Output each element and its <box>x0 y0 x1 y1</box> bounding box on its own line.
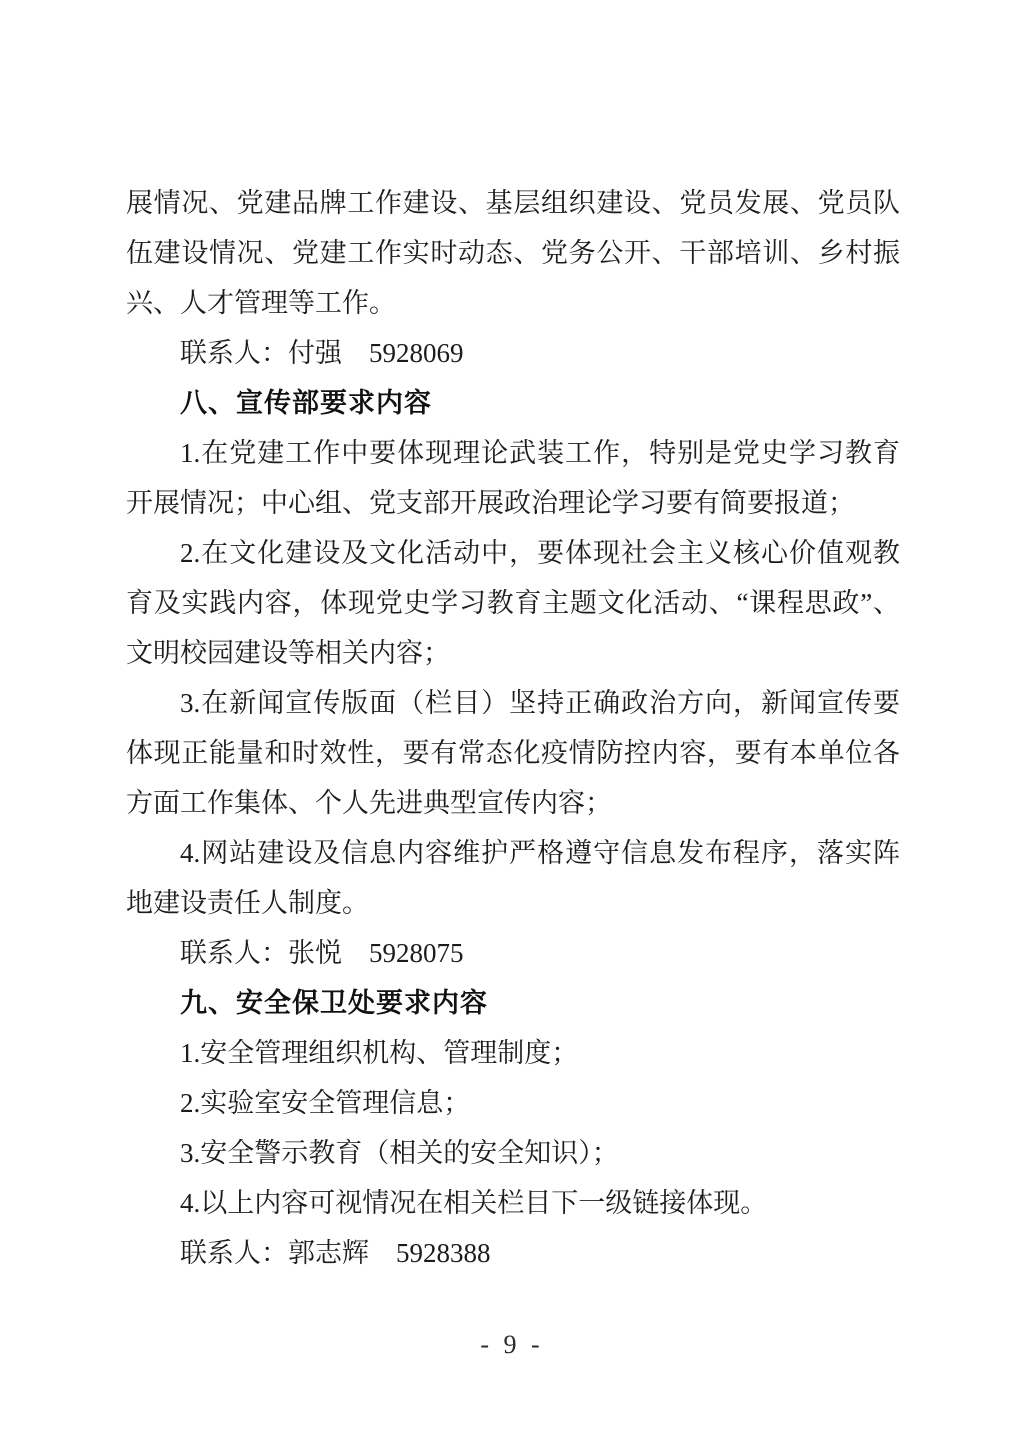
contact-line-xuanchuan-intro: 联系人：付强 5928069 <box>180 338 464 368</box>
page-number: - 9 - <box>480 1330 544 1359</box>
list-item-8-1: 1.在党建工作中要体现理论武装工作，特别是党史学习教育开展情况；中心组、党支部开展政治理论学习要有简要报道； <box>126 438 900 518</box>
section-heading-8: 八、宣传部要求内容 <box>180 388 432 418</box>
list-item-9-3: 3.安全警示教育（相关的安全知识）； <box>180 1138 619 1168</box>
list-item-9-4: 4.以上内容可视情况在相关栏目下一级链接体现。 <box>180 1188 768 1218</box>
list-item-9-2: 2.实验室安全管理信息； <box>180 1088 471 1118</box>
list-item-8-4: 4.网站建设及信息内容维护严格遵守信息发布程序，落实阵地建设责任人制度。 <box>126 838 900 918</box>
document-text-block <box>126 178 900 1278</box>
list-item-8-2: 2.在文化建设及文化活动中，要体现社会主义核心价值观教育及实践内容，体现党史学习教育主题文化活动、“课程思政”、文明校园建设等相关内容； <box>126 538 900 668</box>
section-heading-9: 九、安全保卫处要求内容 <box>180 988 488 1018</box>
list-item-8-3: 3.在新闻宣传版面（栏目）坚持正确政治方向，新闻宣传要体现正能量和时效性，要有常态化疫情防控内容，要有本单位各方面工作集体、个人先进典型宣传内容； <box>126 688 900 818</box>
paragraph-continuation: 展情况、党建品牌工作建设、基层组织建设、党员发展、党员队伍建设情况、党建工作实时动态、党务公开、干部培训、乡村振兴、人才管理等工作。 <box>126 188 900 318</box>
list-item-9-1: 1.安全管理组织机构、管理制度； <box>180 1038 579 1068</box>
contact-line-anbao: 联系人：郭志辉 5928388 <box>180 1238 491 1268</box>
contact-line-xuanchuan: 联系人：张悦 5928075 <box>180 938 464 968</box>
